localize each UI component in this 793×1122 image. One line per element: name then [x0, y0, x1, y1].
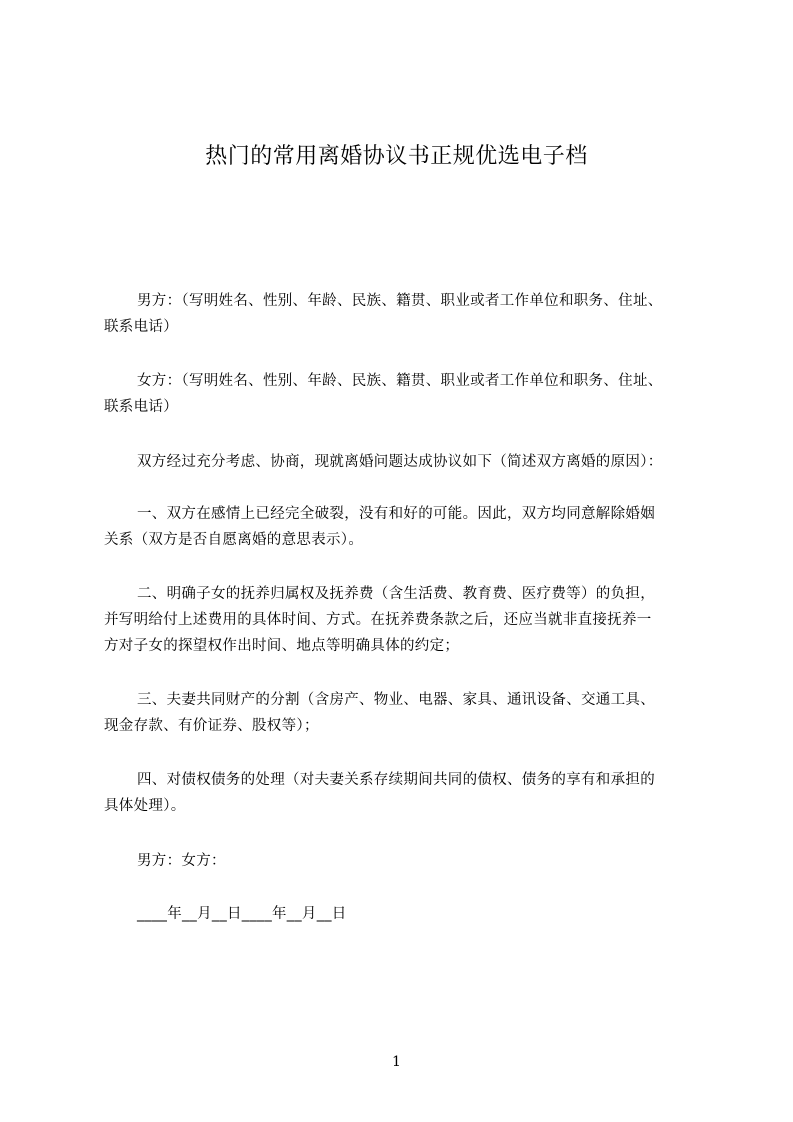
paragraph-line: 联系电话）: [104, 319, 178, 335]
paragraph-line: 女方：（写明姓名、性别、年龄、民族、籍贯、职业或者工作单位和职务、住址、: [137, 373, 663, 389]
paragraph-line: 具体处理）。: [104, 798, 186, 814]
paragraph-line: 关系（双方是否自愿离婚的意思表示）。: [104, 532, 364, 548]
page-number: 1: [392, 1054, 401, 1070]
female-party-paragraph: [104, 368, 700, 420]
paragraph-line: 四、对债权债务的处理（对夫妻关系存续期间共同的债权、债务的享有和承担的: [137, 772, 655, 788]
paragraph-line: 二、明确子女的抚养归属权及抚养费（含生活费、教育费、医疗费等）的负担，: [137, 586, 655, 602]
male-party-paragraph: [104, 288, 700, 340]
paragraph-line: 方对子女的探望权作出时间、地点等明确具体的约定；: [104, 638, 460, 654]
date-line: [104, 901, 700, 927]
paragraph-line: ____年__月__日____年__月__日: [137, 906, 347, 922]
clause-2-paragraph: [104, 581, 700, 659]
paragraph-line: 并写明给付上述费用的具体时间、方式。在抚养费条款之后，还应当就非直接抚养一: [104, 612, 652, 628]
clause-1-paragraph: [104, 501, 700, 553]
paragraph-line: 一、双方在感情上已经完全破裂，没有和好的可能。因此，双方均同意解除婚姻: [137, 506, 655, 522]
paragraph-line: 男方：（写明姓名、性别、年龄、民族、籍贯、职业或者工作单位和职务、住址、: [137, 293, 663, 309]
paragraph-line: 三、夫妻共同财产的分割（含房产、物业、电器、家具、通讯设备、交通工具、: [137, 692, 655, 708]
document-title: 热门的常用离婚协议书正规优选电子档: [205, 144, 588, 169]
clause-4-paragraph: [104, 767, 700, 819]
intro-paragraph: [104, 449, 700, 475]
paragraph-line: 双方经过充分考虑、协商，现就离婚问题达成协议如下（简述双方离婚的原因）：: [137, 454, 663, 470]
paragraph-line: 联系电话）: [104, 399, 178, 415]
signature-line: [104, 848, 700, 874]
paragraph-line: 现金存款、有价证券、股权等）；: [104, 718, 319, 734]
paragraph-line: 男方：女方：: [137, 853, 226, 869]
clause-3-paragraph: [104, 687, 700, 739]
